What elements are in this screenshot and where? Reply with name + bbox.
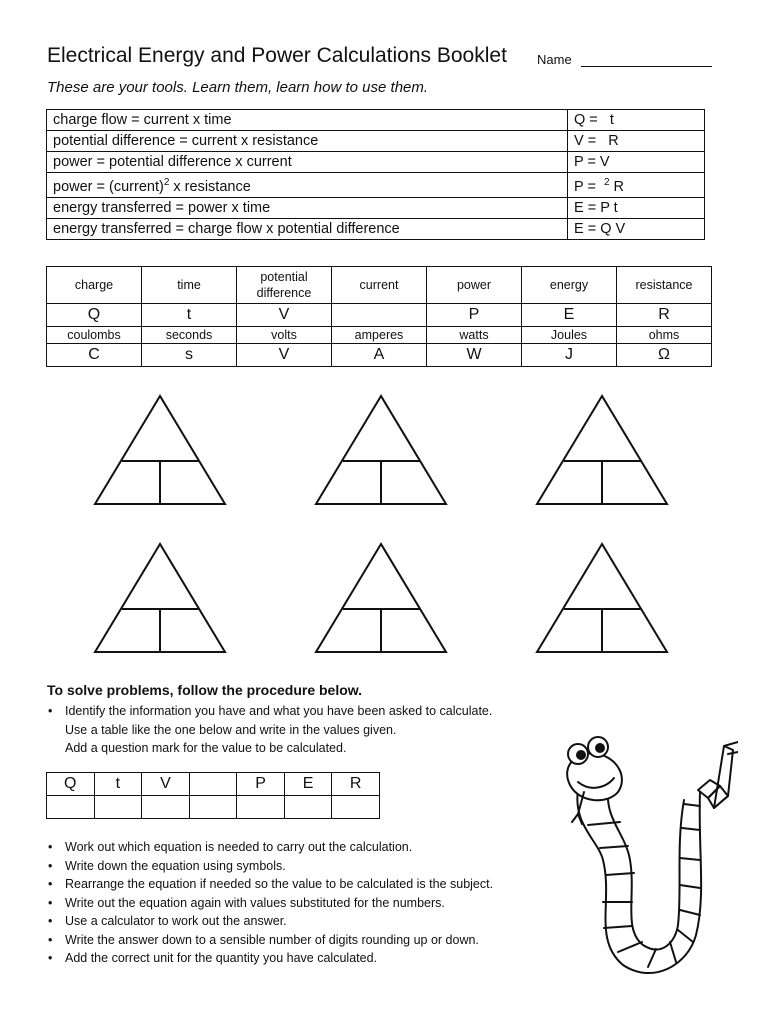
- values-header-row: [47, 773, 380, 796]
- equation-symbols: [568, 173, 705, 198]
- equation-symbols: Q = t: [568, 110, 705, 131]
- list-item: • Work out which equation is needed to carry out the calculation.: [47, 838, 493, 857]
- value-cell[interactable]: [237, 796, 285, 819]
- quantity-name: energy: [522, 267, 617, 304]
- quantity-name: current: [332, 267, 427, 304]
- values-table: [46, 772, 380, 819]
- unit-symbol: A: [332, 344, 427, 367]
- values-input-row: [47, 796, 380, 819]
- quantity-symbol: [332, 304, 427, 327]
- unit-name: amperes: [332, 327, 427, 344]
- equation-row: [47, 173, 705, 198]
- procedure-heading: To solve problems, follow the procedure below.: [47, 682, 363, 698]
- unit-name: Joules: [522, 327, 617, 344]
- quantity-name: charge: [47, 267, 142, 304]
- equation-row: [47, 110, 705, 131]
- unit-name: volts: [237, 327, 332, 344]
- formula-triangle[interactable]: [535, 541, 669, 655]
- value-cell[interactable]: [94, 796, 142, 819]
- procedure-steps-list: [47, 838, 493, 968]
- unit-name: watts: [427, 327, 522, 344]
- equation-words-part: x resistance: [169, 178, 251, 195]
- values-header: V: [142, 773, 190, 796]
- equation-words: power = potential difference x current: [47, 152, 568, 173]
- equation-symbols: E = P t: [568, 197, 705, 218]
- equation-symbols: E = Q V: [568, 218, 705, 239]
- equation-symbols: P = V: [568, 152, 705, 173]
- unit-symbol: Ω: [617, 344, 712, 367]
- equation-row: [47, 197, 705, 218]
- list-item: • Write down the equation using symbols.: [47, 857, 493, 876]
- formula-triangle[interactable]: [314, 541, 448, 655]
- quantity-names-row: [47, 267, 712, 304]
- unit-name: ohms: [617, 327, 712, 344]
- unit-symbol: W: [427, 344, 522, 367]
- equation-words: energy transferred = charge flow x potential difference: [47, 218, 568, 239]
- list-item: • Write the answer down to a sensible number of digits rounding up or down.: [47, 931, 493, 950]
- equation-row: [47, 218, 705, 239]
- unit-name: seconds: [142, 327, 237, 344]
- unit-symbol: V: [237, 344, 332, 367]
- values-header: R: [332, 773, 380, 796]
- superscript: 2: [603, 177, 610, 188]
- list-item: [47, 702, 492, 758]
- quantity-symbol: R: [617, 304, 712, 327]
- value-cell[interactable]: [284, 796, 332, 819]
- formula-triangle[interactable]: [93, 541, 227, 655]
- quantity-name: potential difference: [237, 267, 332, 304]
- unit-name: coulombs: [47, 327, 142, 344]
- values-header: P: [237, 773, 285, 796]
- step-text: Use a table like the one below and write in the values given.: [65, 722, 397, 737]
- equation-row: [47, 131, 705, 152]
- name-label: Name: [537, 52, 572, 67]
- quantity-symbol: t: [142, 304, 237, 327]
- equation-row: [47, 152, 705, 173]
- value-cell[interactable]: [142, 796, 190, 819]
- list-item: • Rearrange the equation if needed so the value to be calculated is the subject.: [47, 875, 493, 894]
- quantity-symbols-row: [47, 304, 712, 327]
- name-field[interactable]: [581, 66, 712, 67]
- unit-names-row: [47, 327, 712, 344]
- equation-symbols-part: P =: [574, 178, 604, 195]
- values-header: Q: [47, 773, 95, 796]
- equation-words: energy transferred = power x time: [47, 197, 568, 218]
- formula-triangle[interactable]: [314, 393, 448, 507]
- unit-symbol: C: [47, 344, 142, 367]
- equation-symbols-part: R: [609, 178, 625, 195]
- quantity-name: time: [142, 267, 237, 304]
- quantity-symbol: V: [237, 304, 332, 327]
- quantity-symbol: E: [522, 304, 617, 327]
- value-cell[interactable]: [189, 796, 237, 819]
- quantity-name: power: [427, 267, 522, 304]
- unit-symbols-row: [47, 344, 712, 367]
- equation-words: charge flow = current x time: [47, 110, 568, 131]
- unit-symbol: s: [142, 344, 237, 367]
- step-text: Identify the information you have and what you have been asked to calculate.: [65, 704, 493, 718]
- equation-words: potential difference = current x resistance: [47, 131, 568, 152]
- values-header: E: [284, 773, 332, 796]
- quantity-name: resistance: [617, 267, 712, 304]
- list-item: • Write out the equation again with values substituted for the numbers.: [47, 894, 493, 913]
- first-step-list: [47, 702, 492, 758]
- value-cell[interactable]: [332, 796, 380, 819]
- step-text: Add a question mark for the value to be calculated.: [65, 741, 347, 755]
- superscript: 2: [163, 177, 170, 188]
- unit-symbol: J: [522, 344, 617, 367]
- list-item: • Use a calculator to work out the answer.: [47, 912, 493, 931]
- values-header: [189, 773, 237, 796]
- value-cell[interactable]: [47, 796, 95, 819]
- quantities-table: [46, 266, 712, 367]
- equation-symbols: V = R: [568, 131, 705, 152]
- formula-triangle[interactable]: [535, 393, 669, 507]
- quantity-symbol: P: [427, 304, 522, 327]
- subtitle: These are your tools. Learn them, learn how to use them.: [47, 79, 429, 96]
- equations-table: [46, 109, 705, 240]
- list-item: • Add the correct unit for the quantity you have calculated.: [47, 949, 493, 968]
- snake-illustration: [548, 730, 738, 980]
- equation-words-part: power = (current): [53, 178, 164, 195]
- formula-triangle[interactable]: [93, 393, 227, 507]
- quantity-symbol: Q: [47, 304, 142, 327]
- page-title: Electrical Energy and Power Calculations Booklet: [47, 44, 507, 67]
- equation-words: [47, 173, 568, 198]
- values-header: t: [94, 773, 142, 796]
